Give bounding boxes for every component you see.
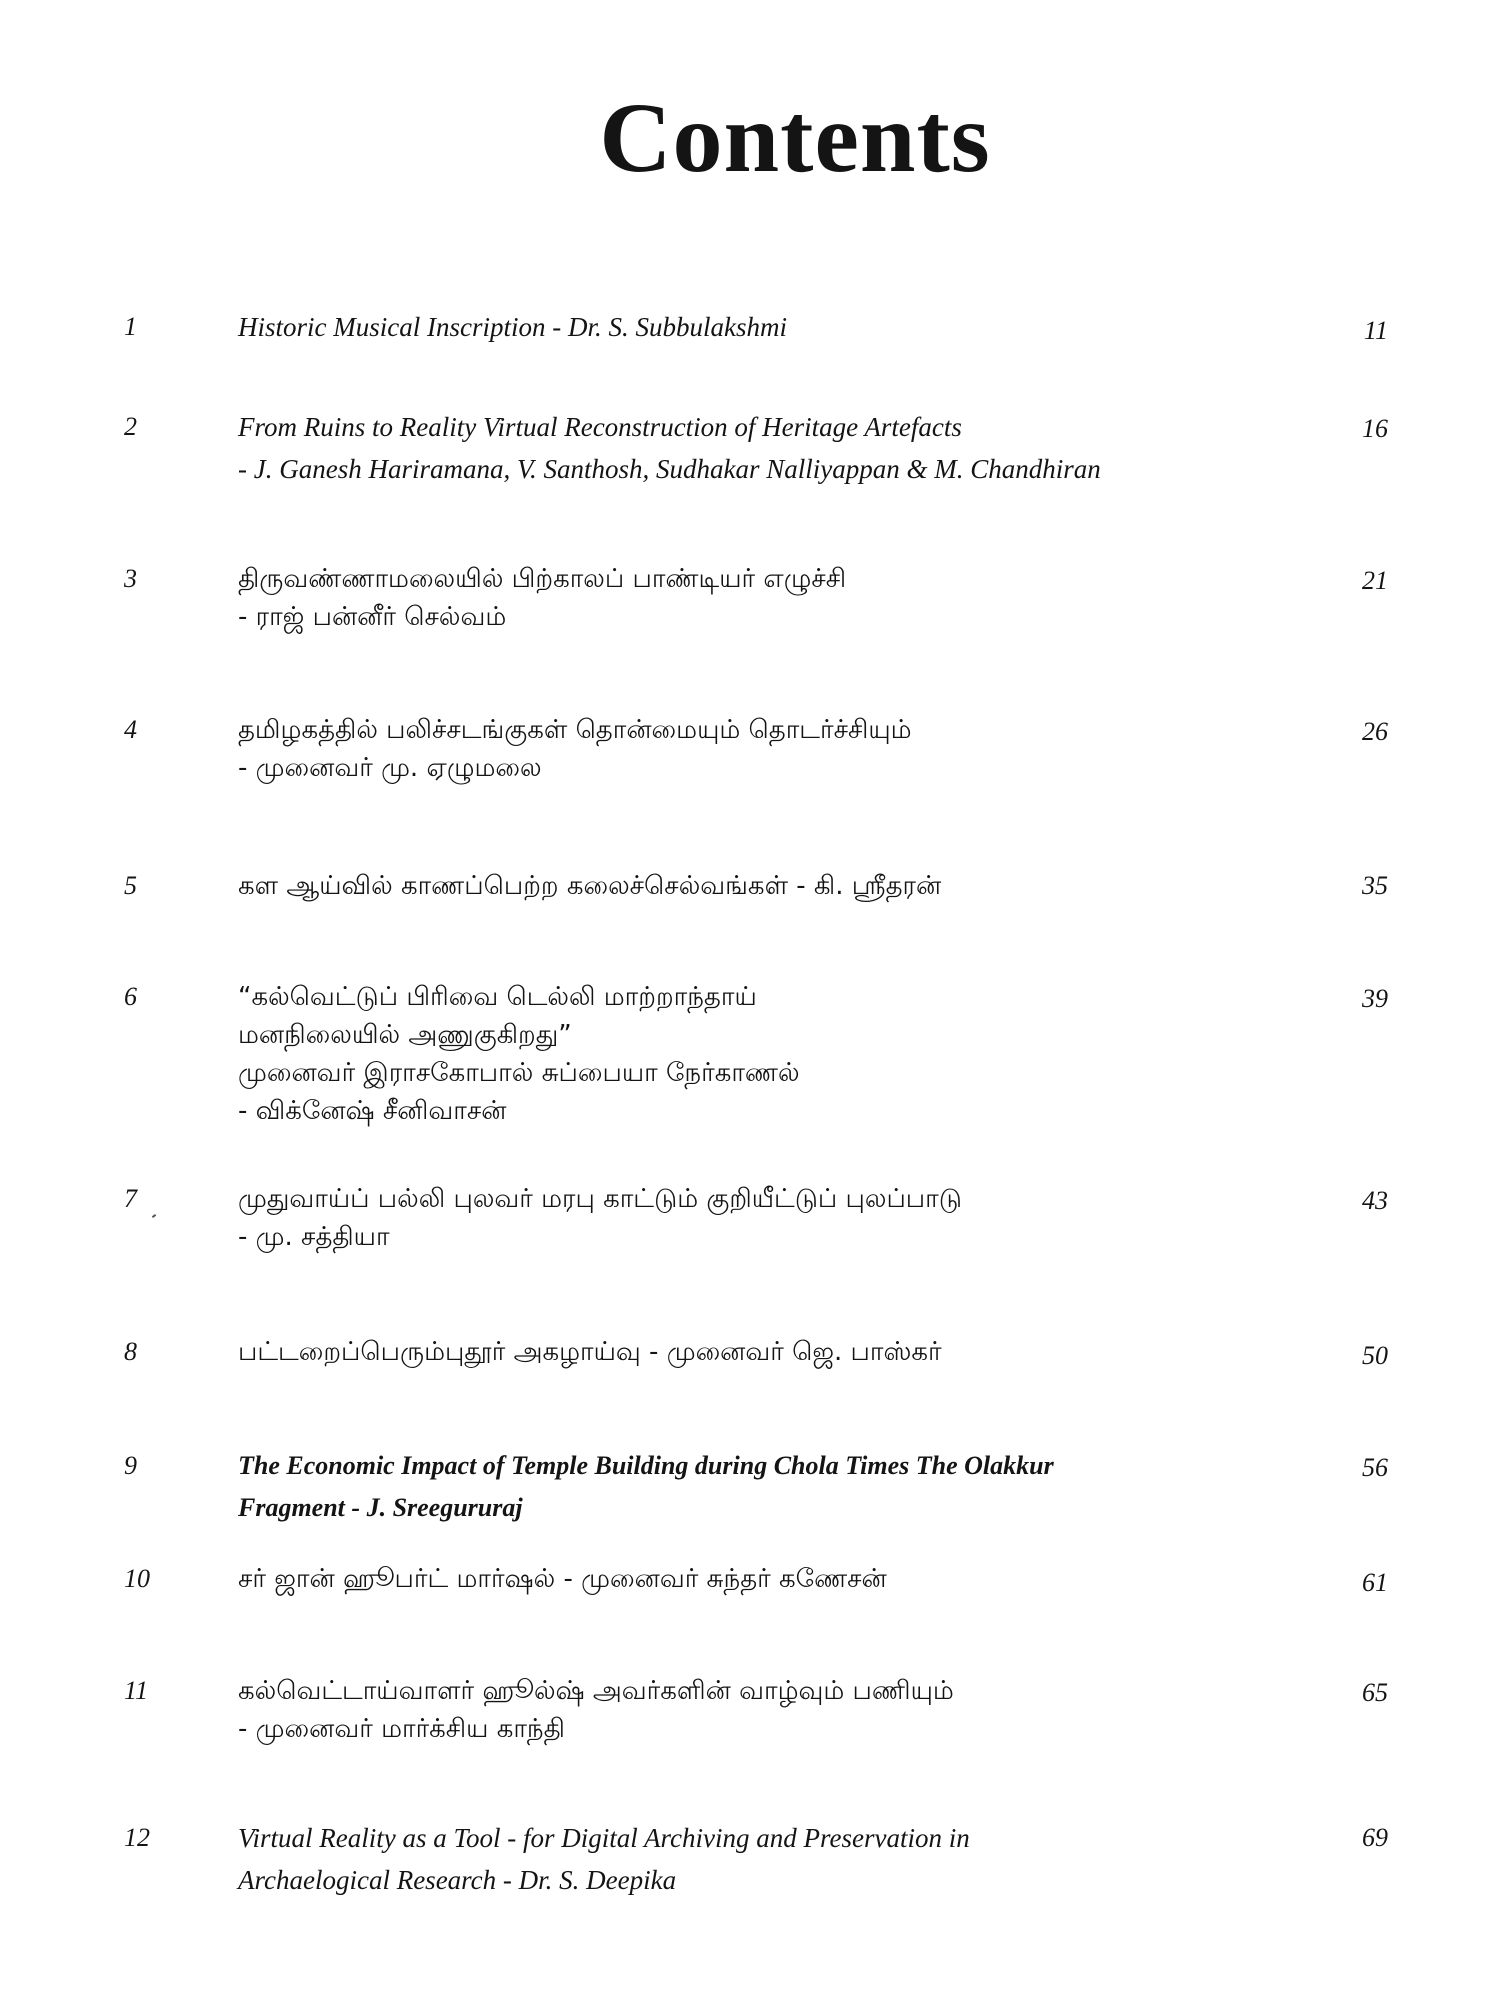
entry-number: 3 [124,564,137,593]
page-title: Contents [599,82,991,193]
entry-line: - J. Ganesh Hariramana, V. Santhosh, Sudhakar Nalliyappan & M. Chandhiran [238,454,1101,484]
entry-page-number: 43 [1362,1186,1388,1215]
entry-title [238,1180,1288,1256]
entry-line: The Economic Impact of Temple Building during Chola Times The Olakkur [238,1451,1054,1480]
entry-title [238,1333,1288,1371]
entry-line: From Ruins to Reality Virtual Reconstruction of Heritage Artefacts [238,412,962,442]
entry-number: 6 [124,982,137,1011]
entry-number: 7 [124,1184,137,1213]
entry-title [238,1672,1288,1748]
entry-line: சர் ஜான் ஹூபர்ட் மார்ஷல் - முனைவர் சுந்தர் கணேசன் [238,1564,887,1594]
entry-number: 11 [124,1676,149,1705]
entry-title [238,560,1288,636]
entry-page-number: 39 [1362,984,1388,1013]
entry-line: பட்டறைப்பெரும்புதூர் அகழாய்வு - முனைவர் ஜெ. பாஸ்கர் [238,1337,942,1367]
entry-page-number: 56 [1362,1453,1388,1482]
entry-title [238,406,1288,490]
entry-line: கள ஆய்வில் காணப்பெற்ற கலைச்செல்வங்கள் - கி. ஸ்ரீதரன் [238,871,942,901]
entry-line: திருவண்ணாமலையில் பிற்காலப் பாண்டியர் எழுச்சி [238,564,847,594]
entry-title [238,978,1288,1130]
entry-line: “கல்வெட்டுப் பிரிவை டெல்லி மாற்றாந்தாய் [238,982,757,1012]
entry-line: - விக்னேஷ் சீனிவாசன் [238,1096,507,1126]
entry-line: Fragment - J. Sreegururaj [238,1493,523,1522]
entry-number: 12 [124,1823,150,1852]
entry-title [238,306,1288,348]
entry-line: முனைவர் இராசகோபால் சுப்பையா நேர்காணல் [238,1058,800,1088]
entry-page-number: 69 [1362,1823,1388,1852]
entry-title [238,1817,1288,1901]
entry-title [238,1560,1288,1598]
entry-line: Virtual Reality as a Tool - for Digital Archiving and Preservation in [238,1823,970,1853]
entry-line: தமிழகத்தில் பலிச்சடங்குகள் தொன்மையும் தொடர்ச்சியும் [238,715,912,745]
entry-line: Historic Musical Inscription - Dr. S. Subbulakshmi [238,312,787,342]
entry-page-number: 35 [1362,871,1388,900]
entry-line: - முனைவர் மார்க்சிய காந்தி [238,1714,565,1744]
entry-number: 5 [124,871,137,900]
entry-line: - மு. சத்தியா [238,1222,390,1252]
entry-line: - ராஜ் பன்னீர் செல்வம் [238,602,507,632]
entry-line: கல்வெட்டாய்வாளர் ஹூல்ஷ் அவர்களின் வாழ்வும் பணியும் [238,1676,954,1706]
entry-line: மனநிலையில் அணுகுகிறது” [238,1020,572,1050]
entry-line: Archaelogical Research - Dr. S. Deepika [238,1865,677,1895]
entry-page-number: 26 [1362,717,1388,746]
entry-title [238,867,1288,905]
entry-page-number: 65 [1362,1678,1388,1707]
scan-speck [152,1214,156,1218]
entry-page-number: 16 [1362,414,1388,443]
entry-page-number: 50 [1362,1341,1388,1370]
entry-title [238,1445,1288,1529]
entry-page-number: 21 [1362,566,1388,595]
entry-page-number: 61 [1362,1568,1388,1597]
entry-number: 2 [124,412,137,441]
entry-line: - முனைவர் மு. ஏழுமலை [238,753,542,783]
entry-line: முதுவாய்ப் பல்லி புலவர் மரபு காட்டும் குறியீட்டுப் புலப்பாடு [238,1184,962,1214]
entry-page-number: 11 [1363,316,1388,345]
entry-number: 9 [124,1451,137,1480]
entry-number: 1 [124,312,137,341]
entry-number: 8 [124,1337,137,1366]
entry-number: 4 [124,715,137,744]
entry-number: 10 [124,1564,150,1593]
entry-title [238,711,1288,787]
